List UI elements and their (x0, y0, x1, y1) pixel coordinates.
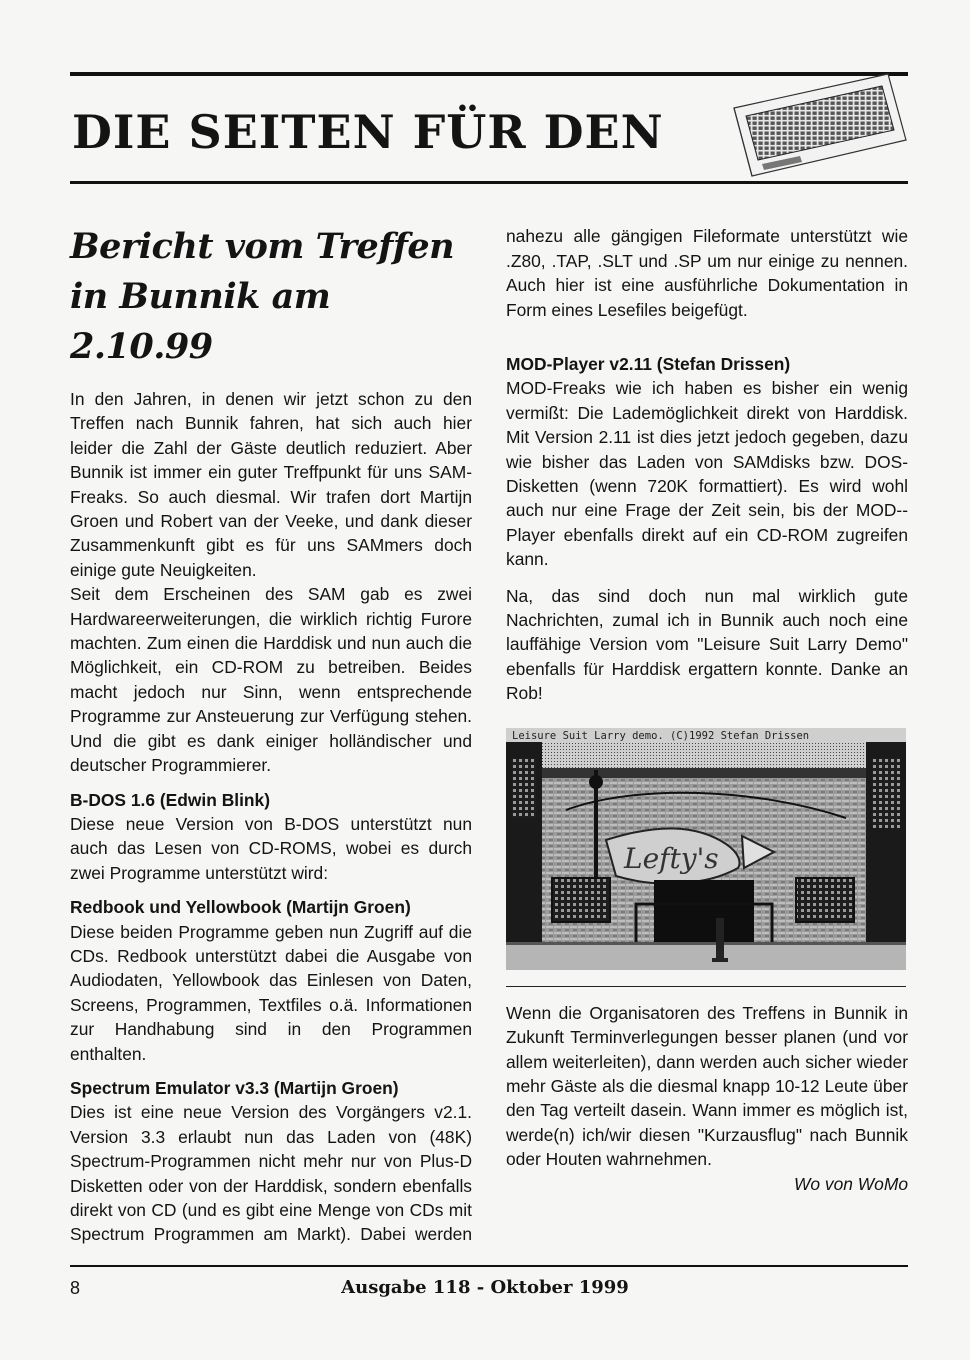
intro-paragraph: In den Jahren, in denen wir jetzt schon zu den Treffen nach Bunnik fahren, hat sich auch hier leider die Zahl der Gäste deutlich reduziert. Aber Bunnik ist immer ein guter Treffpunkt für uns SAM-Freaks. So auch diesmal. Wir trafen dort Martijn Groen und Robert van der Veeke, und dank dieser Zusammenkunft gibt es für uns SAMmers doch einige gute Neuigkeiten. (70, 389, 472, 580)
sam-coupe-keyboard-icon (722, 66, 910, 182)
page-number: 8 (70, 1278, 81, 1298)
section-text-redbook: Diese beiden Programme geben nun Zugriff auf die CDs. Redbook unterstützt dabei die Ausgabe von Audiodaten, Yellowbook das Einlesen von Daten, Screens, Programmen, Textfiles o.ä. Informationen zur Handhabung sind in den Programmen enthalten. (70, 921, 472, 1064)
section-heading-spectrum: Spectrum Emulator v3.3 (Martijn Groen) (70, 1077, 399, 1098)
section-text-bdos: Diese neue Version von B-DOS unterstützt nun auch das Lesen von CD-ROMS, wobei es durch zwei Programme unterstützt wird: (70, 813, 472, 883)
screenshot-banner: Leisure Suit Larry demo. (C)1992 Stefan Drissen (512, 729, 810, 742)
spectrum-continued (506, 224, 908, 346)
footer-issue: Ausgabe 118 - Oktober 1999 (341, 1277, 629, 1298)
final-paragraph: Wenn die Organisatoren des Treffens in Bunnik in Zukunft Terminverlegungen besser planen (und vor allem weiterleiten), dann werden auch sicher wieder mehr Gäste als die diesmal knapp 10-12 Leute über den Tag verteilt dasein. Wann immer es möglich ist, werde(n) ich/wir diesen "Kurzausflug" nach Bunnik oder Houten wahrnehmen. (506, 1002, 908, 1170)
section-heading-modplayer: MOD-Player v2.11 (Stefan Drissen) (506, 354, 791, 374)
closing-paragraph: Na, das sind doch nun mal wirklich gute Nachrichten, zumal ich in Bunnik auch noch eine lauffähige Version vom "Leisure Suit Larry Demo" ebenfalls für Harddisk ergattern konnte. Danke an Rob! (506, 585, 908, 704)
section-heading-bdos: B-DOS 1.6 (Edwin Blink) (70, 789, 271, 810)
section-heading-redbook: Redbook und Yellowbook (Martijn Groen) (70, 897, 411, 918)
section-text-modplayer: MOD-Freaks wie ich haben es bisher ein wenig vermißt: Die Lademöglichkeit direkt von Harddisk. Mit Version 2.11 ist dies jetzt jedoch gegeben, dazu wie bisher das Laden von SAMdisks bzw. DOS-Disketten (wenn 720K formattiert). Es wird wohl auch nur eine Frage der Zeit sein, bis der MOD--Player ebenfalls direkt auf ein CD-ROM zugreifen kann. (506, 378, 908, 570)
footer-rule (70, 1265, 908, 1267)
screenshot-sign: Lefty's (624, 841, 719, 875)
masthead-title: DIE SEITEN FÜR DEN (72, 105, 664, 159)
header-bottom-rule (70, 181, 908, 184)
right-column (506, 224, 908, 1196)
author-signature: Wo von WoMo (793, 1173, 908, 1194)
hardware-paragraph: Seit dem Erscheinen des SAM gab es zwei Hardwareerweiterungen, die wirklich richtig Furore machten. Zum einen die Harddisk und nun auch die Möglichkeit, ein CD-ROM zu betreiben. Beides macht jedoch nur Sinn, wenn entsprechende Programme zur Ansteuerung zur Verfügung stehen. Und die gibt es dank einiger holländischer und deutscher Programmierer. (70, 584, 472, 776)
left-column (70, 222, 472, 1246)
section-text-spectrum-continued: nahezu alle gängigen Fileformate unterstützt wie .Z80, .TAP, .SLT und .SP um nur einige zu nennen. Auch hier ist eine ausführliche Dokumentation in Form eines Lesefiles beigefügt. (506, 226, 908, 320)
section-text-spectrum: Dies ist eine neue Version des Vorgängers v2.1. Version 3.3 erlaubt nun das Laden von (48K) Spectrum-Programmen nicht mehr nur von Plus-D Disketten oder von der Harddisk, sondern ebenfalls direkt von CD (und es gibt eine Menge von CDs mit Spectrum Programmen am Markt). Dabei werden (70, 1102, 472, 1245)
larry-demo-screenshot (506, 728, 906, 987)
article-title: Bericht vom Treffen in Bunnik am 2.10.99 (70, 226, 455, 367)
